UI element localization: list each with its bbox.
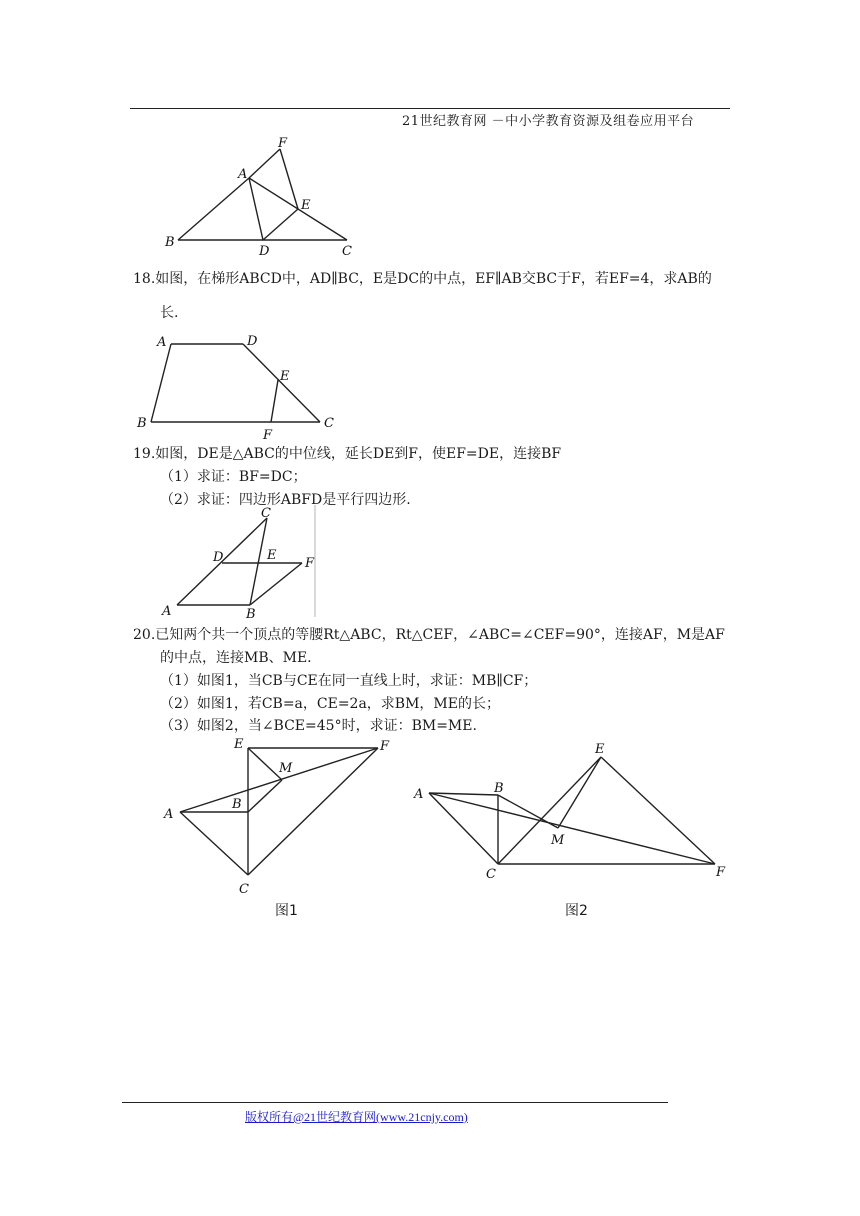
label-E: E [595,742,605,757]
label-E: E [267,548,277,563]
label-F: F [278,136,288,151]
label-A: A [238,167,248,182]
label-D: D [259,244,270,259]
label-D: D [247,334,258,349]
label-B: B [165,235,175,250]
q18-line1: 18.如图，在梯形ABCD中，AD∥BC，E是DC的中点，EF∥AB交BC于F，若EF=4，求AB的 [133,271,712,287]
figure-20-2-diagram [405,735,735,885]
label-C: C [342,244,352,259]
q18-line2: 长. [160,305,179,321]
label-B: B [246,607,256,620]
q19-sub2: （2）求证：四边形ABFD是平行四边形. [160,492,411,508]
label-M: M [551,833,565,848]
figure-20-1 [155,730,400,900]
footer-rule [122,1102,668,1103]
label-D: D [213,550,224,565]
q20-sub2: （2）如图1，若CB=a，CE=2a，求BM，ME的长； [160,696,500,712]
figure-20-1-caption: 图1 [275,903,298,919]
label-F: F [305,556,315,571]
figure-17 [160,134,360,259]
label-F: F [716,865,726,880]
label-B: B [232,797,242,812]
figure-19-diagram [155,505,330,620]
label-A: A [162,604,172,619]
q19-sub1: （1）求证：BF=DC； [160,469,307,485]
figure-18-diagram [130,330,350,445]
figure-17-diagram [160,134,360,259]
q20-sub3: （3）如图2，当∠BCE=45°时，求证：BM=ME. [160,718,477,734]
figure-18 [130,330,350,445]
header-rule [130,108,730,109]
footer-copyright-link[interactable]: 版权所有@21世纪教育网(www.21cnjy.com) [245,1110,468,1124]
label-B: B [494,781,504,796]
label-C: C [239,882,249,897]
figure-19 [155,505,330,620]
label-F: F [380,739,390,754]
q20-sub1: （1）如图1，当CB与CE在同一直线上时，求证：MB∥CF； [160,673,538,689]
label-B: B [137,416,147,431]
label-A: A [164,807,174,822]
label-C: C [261,506,271,521]
q20-line1: 20.已知两个共一个顶点的等腰Rt△ABC，Rt△CEF，∠ABC=∠CEF=90°，连接AF，M是AF [133,627,725,643]
label-E: E [234,737,244,752]
label-E: E [301,198,311,213]
q20-line2: 的中点，连接MB、ME. [160,650,312,666]
figure-20-2 [405,735,735,885]
q19-line1: 19.如图，DE是△ABC的中位线，延长DE到F，使EF=DE，连接BF [133,446,562,462]
figure-20-1-diagram [155,730,400,900]
label-A: A [414,787,424,802]
figure-20-2-caption: 图2 [565,903,588,919]
label-C: C [486,867,496,882]
header-text: 21世纪教育网 －中小学教育资源及组卷应用平台 [402,114,695,129]
label-A: A [157,335,167,350]
label-M: M [279,761,293,776]
label-F: F [263,428,273,443]
label-E: E [280,369,290,384]
label-C: C [324,416,334,431]
